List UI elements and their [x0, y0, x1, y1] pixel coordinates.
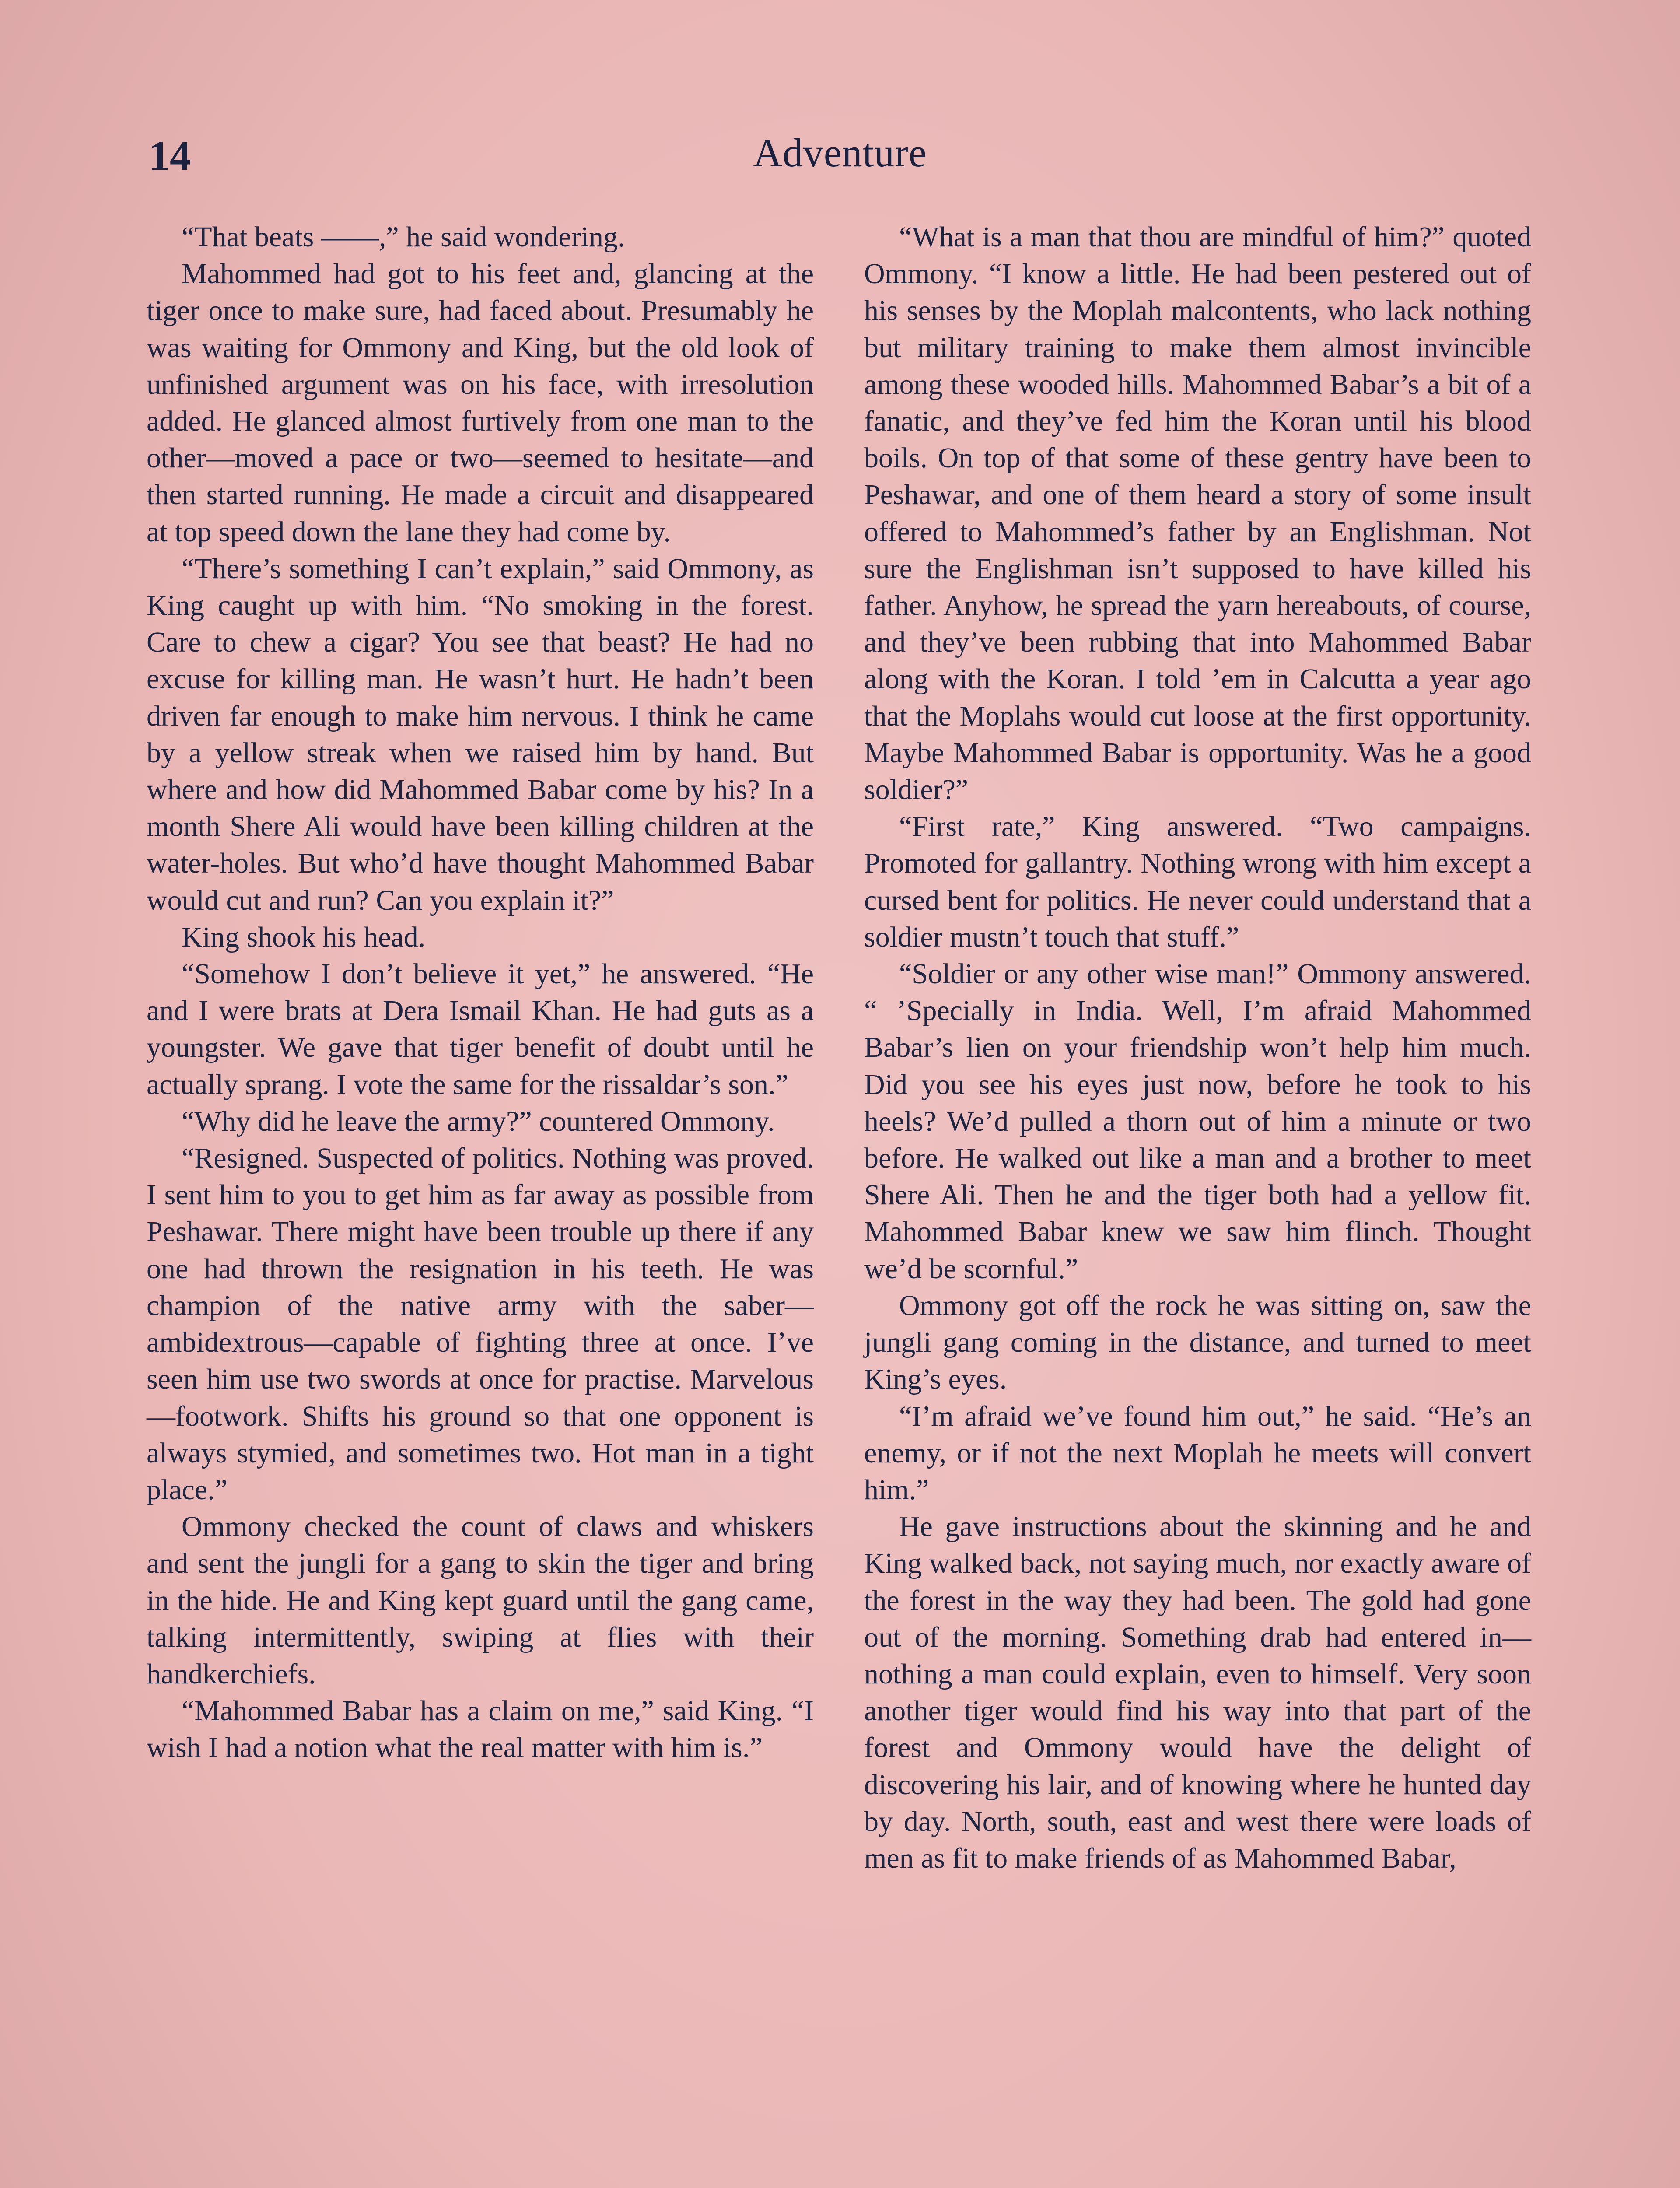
paragraph: Ommony checked the count of claws and whiskers and sent the jungli for a gang to skin the tiger and bring in the hide. He and King kept guard until the gang came, talking intermittently, swiping at flies with their handkerchiefs.: [147, 1511, 814, 1690]
paragraph: “What is a man that thou are mindful of him?” quoted Ommony. “I know a little. He had been pestered out of his senses by the Moplah malcontents, who lack nothing but military training to make them almost invincible among these wooded hills. Mahommed Babar’s a bit of a fanatic, and they’ve fed him the Koran until his blood boils. On top of that some of these gentry have been to Peshawar, and one of them heard a story of some insult offered to Mahommed’s father by an Englishman. Not sure the Englishman isn’t supposed to have killed his father. Anyhow, he spread the yarn hereabouts, of course, and they’ve been rubbing that into Mahommed Babar along with the Koran. I told ’em in Calcutta a year ago that the Moplahs would cut loose at the first opportunity. Maybe Mahommed Babar is opportunity. Was he a good soldier?”: [864, 221, 1531, 806]
paragraph: King shook his head.: [182, 921, 426, 953]
paragraph: Mahommed had got to his feet and, glancing at the tiger once to make sure, had faced about. Presumably he was waiting for Ommony and King, but the old look of unfinished argument was on his face, with irresolution added. He glanced almost furtively from one man to the other—moved a pace or two—seemed to hesitate—and then started running. He made a circuit and disappeared at top speed down the lane they had come by.: [147, 258, 814, 548]
paragraph: He gave instructions about the skinning and he and King walked back, not saying much, nor exactly aware of the forest in the way they had been. The gold had gone out of the morning. Something drab had entered in—nothing a man could explain, even to himself. Very soon another tiger would find his way into that part of the forest and Ommony would have the delight of discovering his lair, and of knowing where he hunted day by day. North, south, east and west there were loads of men as fit to make friends of as Mahommed Babar,: [864, 1511, 1531, 1874]
paragraph: “I’m afraid we’ve found him out,” he said. “He’s an enemy, or if not the next Moplah he meets will convert him.”: [864, 1400, 1531, 1506]
running-head-title: Adventure: [753, 130, 927, 175]
left-text-column: [147, 219, 814, 1767]
paragraph: “First rate,” King answered. “Two campaigns. Promoted for gallantry. Nothing wrong with him except a cursed bent for politics. He never could understand that a soldier mustn’t touch that stuff.”: [864, 810, 1531, 953]
paragraph: “Resigned. Suspected of politics. Nothing was proved. I sent him to you to get him as far away as possible from Peshawar. There might have been trouble up there if any one had thrown the resignation in his teeth. He was champion of the native army with the saber—ambidextrous—capable of fighting three at once. I’ve seen him use two swords at once for practise. Marvelous—footwork. Shifts his ground so that one opponent is always stymied, and sometimes two. Hot man in a tight place.”: [147, 1142, 814, 1506]
paragraph: “Mahommed Babar has a claim on me,” said King. “I wish I had a notion what the real matter with him is.”: [147, 1695, 814, 1764]
paragraph: “That beats ——,” he said wondering.: [182, 221, 625, 253]
page-number: 14: [149, 132, 191, 179]
paragraph: “There’s something I can’t explain,” said Ommony, as King caught up with him. “No smoking in the forest. Care to chew a cigar? You see that beast? He had no excuse for killing man. He wasn’t hurt. He hadn’t been driven far enough to make him nervous. I think he came by a yellow streak when we raised him by hand. But where and how did Mahommed Babar come by his? In a month Shere Ali would have been killing children at the water-holes. But who’d have thought Mahommed Babar would cut and run? Can you explain it?”: [147, 552, 814, 916]
paragraph: Ommony got off the rock he was sitting on, saw the jungli gang coming in the distance, and turned to meet King’s eyes.: [864, 1289, 1531, 1396]
paragraph: “Somehow I don’t believe it yet,” he answered. “He and I were brats at Dera Ismail Khan. He had guts as a youngster. We gave that tiger benefit of doubt until he actually sprang. I vote the same for the rissaldar’s son.”: [147, 958, 814, 1101]
paragraph: “Soldier or any other wise man!” Ommony answered. “ ’Specially in India. Well, I’m afraid Mahommed Babar’s lien on your friendship won’t help him much. Did you see his eyes just now, before he took to his heels? We’d pulled a thorn out of him a minute or two before. He walked out like a man and a brother to meet Shere Ali. Then he and the tiger both had a yellow fit. Mahommed Babar knew we saw him flinch. Thought we’d be scornful.”: [864, 958, 1531, 1285]
paragraph: “Why did he leave the army?” countered Ommony.: [182, 1105, 775, 1137]
right-text-column: [864, 219, 1531, 1877]
